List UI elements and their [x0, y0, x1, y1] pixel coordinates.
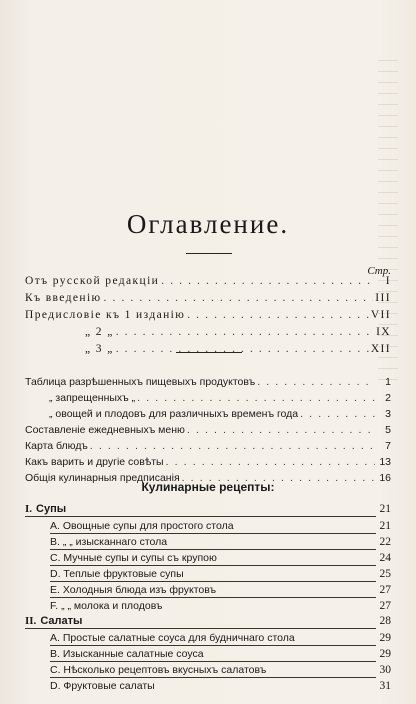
subsection-entry [50, 551, 391, 565]
entry-underline [50, 581, 376, 582]
subsection-entry [50, 519, 391, 533]
toc-entry-label: Къ введенію [25, 292, 102, 304]
leader-dots [90, 439, 375, 453]
subsection-page: 27 [379, 600, 391, 612]
leader-dots [161, 274, 375, 288]
subsection-page: 24 [379, 552, 391, 564]
page-column-heading: Стр. [367, 265, 391, 277]
section-page: 21 [379, 503, 391, 515]
toc-entry-page: 5 [385, 424, 391, 436]
toc-entry-label: Общія кулинарныя предписанія [25, 472, 180, 484]
toc-entry-page: 3 [385, 408, 391, 420]
section-underline [25, 628, 376, 629]
entry-underline [50, 661, 376, 662]
entry-underline [50, 549, 376, 550]
subsection-page: 31 [379, 680, 391, 692]
toc-entry-label: Составленіе ежедневныхъ меню [25, 424, 185, 436]
toc-entry-page: 13 [379, 456, 391, 468]
subsection-page: 25 [379, 568, 391, 580]
toc-entry [25, 391, 391, 405]
toc-entry-page: 16 [379, 472, 391, 484]
section-rule [176, 352, 242, 353]
toc-entry-label: Какъ варить и другіе совѣты [25, 456, 164, 468]
subsection-page: 29 [379, 648, 391, 660]
subsection-label: A. Простые салатные соуса для будничнаго стола [50, 632, 295, 644]
toc-entry [25, 455, 391, 469]
page-title: Оглавление. [126, 209, 290, 239]
subsection-label: D. Фруктовые салаты [50, 680, 155, 692]
subsection-label: D. Теплые фруктовые супы [50, 568, 184, 580]
subsection-page: 30 [379, 664, 391, 676]
subsection-page: 29 [379, 632, 391, 644]
subsection-entry [50, 663, 391, 677]
toc-entry [25, 423, 391, 437]
toc-entry-label: „ 3 „ [85, 343, 114, 355]
subsection-page: 22 [379, 536, 391, 548]
subsection-label: B. Изысканные салатные соуса [50, 648, 204, 660]
toc-entry-page: 1 [385, 376, 391, 388]
subsection-entry [50, 631, 391, 645]
leader-dots [187, 308, 369, 322]
leader-dots [116, 342, 369, 356]
section-label: Супы [36, 503, 67, 515]
entry-underline [50, 677, 376, 678]
toc-entry-page: 7 [385, 440, 391, 452]
toc-entry-page: 2 [385, 392, 391, 404]
section-number: II. [25, 615, 37, 627]
recipes-heading: Кулинарные рецепты: [141, 480, 275, 494]
toc-entry-page: VII [370, 309, 391, 321]
subsection-label: B. „ „ изысканнаго стола [50, 536, 168, 548]
subsection-label: C. Мучные супы и супы съ крупою [50, 552, 217, 564]
toc-entry-label: Карта блюдъ [25, 440, 88, 452]
entry-underline [50, 565, 376, 566]
toc-entry [25, 274, 391, 288]
section-entry-salads [25, 614, 391, 628]
subsection-entry [50, 583, 391, 597]
subsection-page: 21 [379, 520, 391, 532]
toc-entry-page: XII [370, 343, 391, 355]
toc-entry [25, 308, 391, 322]
subsection-entry [50, 599, 391, 613]
toc-entry [25, 342, 391, 356]
toc-entry-label: Отъ русской редакціи [25, 275, 160, 287]
subsection-entry [50, 567, 391, 581]
leader-dots [257, 375, 375, 389]
toc-entry-label: Таблица разрѣшенныхъ пищевыхъ продуктовъ [25, 376, 256, 388]
toc-entry-page: IX [376, 326, 391, 338]
leader-dots [300, 407, 375, 421]
subsection-label: C. Нѣсколько рецептовъ вкусныхъ салатовъ [50, 664, 267, 676]
entry-underline [50, 533, 376, 534]
section-underline [25, 516, 376, 517]
toc-entry [25, 375, 391, 389]
toc-entry [25, 291, 391, 305]
leader-dots [104, 291, 374, 305]
subsection-entry [50, 535, 391, 549]
section-entry-soups [25, 502, 391, 516]
subsection-entry [50, 647, 391, 661]
toc-entry [25, 325, 391, 339]
toc-entry-label: „ овощей и плодовъ для различныхъ временъ года [49, 408, 299, 420]
subsection-page: 27 [379, 584, 391, 596]
leader-dots [187, 423, 375, 437]
toc-entry-page: III [375, 292, 391, 304]
leader-dots [166, 455, 375, 469]
section-label: Салаты [40, 615, 83, 627]
toc-entry-label: „ запрещенныхъ „ [49, 392, 136, 404]
toc-entry-label: „ 2 „ [85, 326, 114, 338]
entry-underline [50, 645, 376, 646]
leader-dots [137, 391, 375, 405]
section-page: 28 [379, 615, 391, 627]
toc-entry [25, 407, 391, 421]
subsection-label: E. Холодныя блюда изъ фруктовъ [50, 584, 217, 596]
subsection-label: A. Овощные супы для простого стола [50, 520, 234, 532]
subsection-label: F. „ „ молока и плодовъ [50, 600, 163, 612]
toc-entry-page: I [385, 275, 391, 287]
section-number: I. [25, 503, 33, 515]
toc-entry [25, 439, 391, 453]
subsection-entry [50, 679, 391, 693]
title-rule [186, 253, 232, 254]
toc-entry-label: Предисловіе къ 1 изданію [25, 309, 186, 321]
entry-underline [50, 597, 376, 598]
leader-dots [116, 325, 374, 339]
